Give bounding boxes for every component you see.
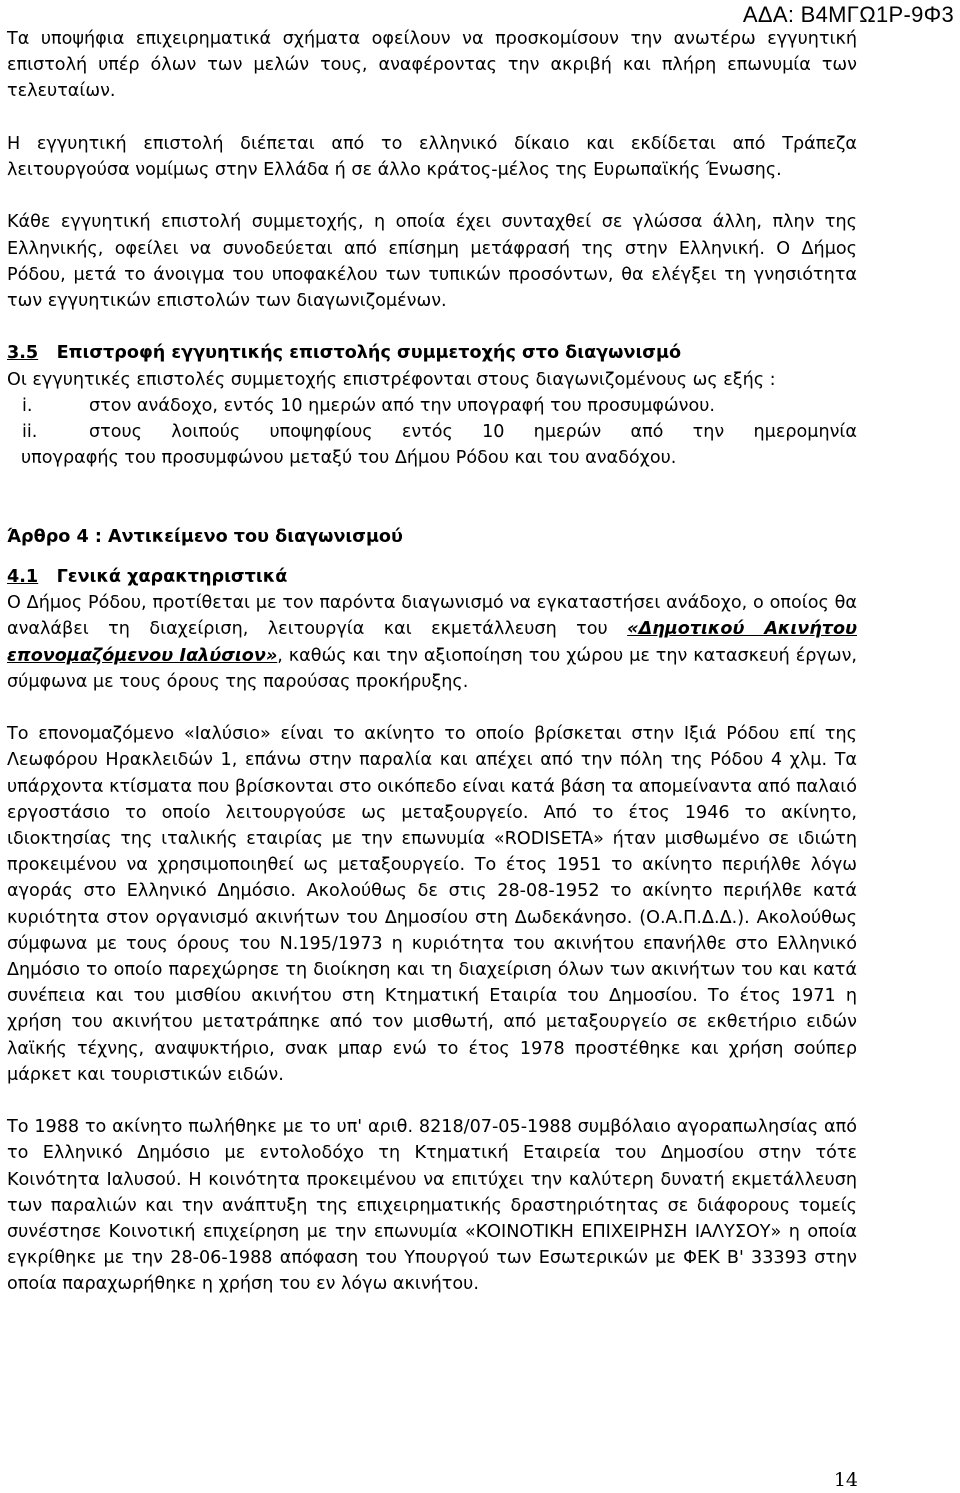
list-item-text: στους λοιπούς υποψηφίους εντός 10 ημερών από την ημερομηνία (89, 422, 857, 442)
paragraph-sale-1988: Το 1988 το ακίνητο πωλήθηκε με το υπ' αριθ. 8218/07-05-1988 συμβόλαιο αγοραπωλησίας από το Ελληνικό Δημόσιο με εντολοδόχο τη Κτηματική Εταιρεία του Δημοσίου στην τότε Κοινότητα Ιαλυσού. Η κοινότητα προκειμένου να επιτύχει την καλύτερη δυνατή εκμετάλλευση των παραλιών και την ανάπτυξη της επιχειρηματικής δραστηριότητας σε διάφορους τομείς συνέστησε Κοινοτική επιχείρηση με την επωνυμία «ΚΟΙΝΟΤΙΚΗ ΕΠΙΧΕΙΡΗΣΗ ΙΑΛΥΣΟΥ» η οποία εγκρίθηκε με την 28-06-1988 απόφαση του Υπουργού των Εσωτερικών με ΦΕΚ Β' 33393 στην οποία παραχωρήθηκε η χρήση του εν λόγω ακινήτου. (7, 1117, 857, 1295)
list-item (7, 393, 857, 419)
section-3-5-heading (7, 340, 857, 366)
list-item (7, 419, 857, 445)
paragraph-subject-before: Ο Δήμος Ρόδου, προτίθεται με τον παρόντα διαγωνισμό να εγκαταστήσει ανάδοχο, ο οποίος θα αναλάβει τη διαχείριση, λειτουργία και εκμετάλλευση του (7, 593, 857, 640)
section-3-5-intro: Οι εγγυητικές επιστολές συμμετοχής επιστρέφονται στους διαγωνιζομένους ως εξής : (7, 369, 776, 390)
list-marker: i. (22, 395, 33, 416)
list-marker: ii. (22, 422, 38, 442)
section-title: Επιστροφή εγγυητικής επιστολής συμμετοχής στο διαγωνισμό (56, 343, 682, 364)
paragraph-governing-law: Η εγγυητική επιστολή διέπεται από το ελληνικό δίκαιο και εκδίδεται από Τράπεζα λειτουργούσα νομίμως στην Ελλάδα ή σε άλλο κράτος-μέλος της Ευρωπαϊκής Ένωσης. (7, 133, 857, 180)
ada-code: ΑΔΑ: Β4ΜΓΩ1Ρ-9Φ3 (742, 2, 954, 27)
section-number: 3.5 (7, 343, 39, 364)
paragraph-joint-ventures: Τα υποψήφια επιχειρηματικά σχήματα οφείλουν να προσκομίσουν την ανωτέρω εγγυητική επιστολή υπέρ όλων των μελών τους, αναφέροντας την ακριβή και πλήρη επωνυμία των τελευταίων. (7, 29, 857, 102)
paragraph-translation: Κάθε εγγυητική επιστολή συμμετοχής, η οποία έχει συνταχθεί σε γλώσσα άλλη, πλην της Ελληνικής, οφείλει να συνοδεύεται από επίσημη μετάφρασή της στην Ελληνική. Ο Δήμος Ρόδου, μετά το άνοιγμα του υποφακέλου των τυπικών προσόντων, θα ελέγξει τη γνησιότητα των εγγυητικών επιστολών των διαγωνιζομένων. (7, 212, 857, 311)
section-4-1-heading (7, 564, 857, 590)
paragraph-subject (7, 590, 857, 695)
paragraph-subject-after: , καθώς και την αξιοποίηση του χώρου με την κατασκευή έργων, σύμφωνα με τους όρους της παρούσας προκήρυξης. (7, 645, 857, 692)
article-4-title: Άρθρο 4 : Αντικείμενο του διαγωνισμού (7, 526, 403, 547)
list-item-continuation: υπογραφής του προσυμφώνου μεταξύ του Δήμου Ρόδου και του αναδόχου. (21, 448, 677, 469)
section-number: 4.1 (7, 566, 39, 587)
document-body (7, 26, 857, 1298)
section-title: Γενικά χαρακτηριστικά (56, 566, 288, 587)
list-item-text: στον ανάδοχο, εντός 10 ημερών από την υπογραφή του προσυμφώνου. (89, 395, 716, 416)
page-number: 14 (833, 1469, 858, 1491)
paragraph-history: Το επονομαζόμενο «Ιαλύσιο» είναι το ακίνητο το οποίο βρίσκεται στην Ιξιά Ρόδου επί της Λεωφόρου Ηρακλειδών 1, επάνω στην παραλία και απέχει από την πόλη της Ρόδου 4 χλμ. Τα υπάρχοντα κτίσματα που βρίσκονται στο οικόπεδο είναι κατά βάση τα απομείναντα από παλαιό εργοστάσιο το οποίο λειτουργούσε ως μεταξουργείο. Από το έτος 1946 το ακίνητο, ιδιοκτησίας της ιταλικής εταιρίας με την επωνυμία «RODISETA» ήταν μισθωμένο σε ιδιώτη προκειμένου να χρησιμοποιηθεί ως μεταξουργείο. Το έτος 1951 το ακίνητο περιήλθε λόγω αγοράς στο Ελληνικό Δημόσιο. Ακολούθως δε στις 28-08-1952 το ακίνητο περιήλθε κατά κυριότητα στον οργανισμό ακινήτων του Δημοσίου στη Δωδεκάνησο. (Ο.Α.Π.Δ.Δ.). Ακολούθως σύμφωνα με τους όρους του Ν.195/1973 η κυριότητα του ακινήτου επανήλθε στο Ελληνικό Δημόσιο το οποίο παρεχώρησε τη διοίκηση και τη διαχείριση όλων των ακινήτων του και κατά συνέπεια και του μισθίου ακινήτου στη Κτηματική Εταιρία του Δημοσίου. Το έτος 1971 η χρήση του ακινήτου μετατράπηκε από τον μισθωτή, από μεταξουργείο σε εκθετήριο ειδών λαϊκής τέχνης, αναψυκτήριο, σνακ μπαρ ενώ το έτος 1978 προστέθηκε και χρήση σούπερ μάρκετ και τουριστικών ειδών. (7, 724, 858, 1085)
property-name-emphasis: «Δημοτικού Ακινήτου επονομαζόμενου Ιαλύσιον» (7, 619, 857, 666)
